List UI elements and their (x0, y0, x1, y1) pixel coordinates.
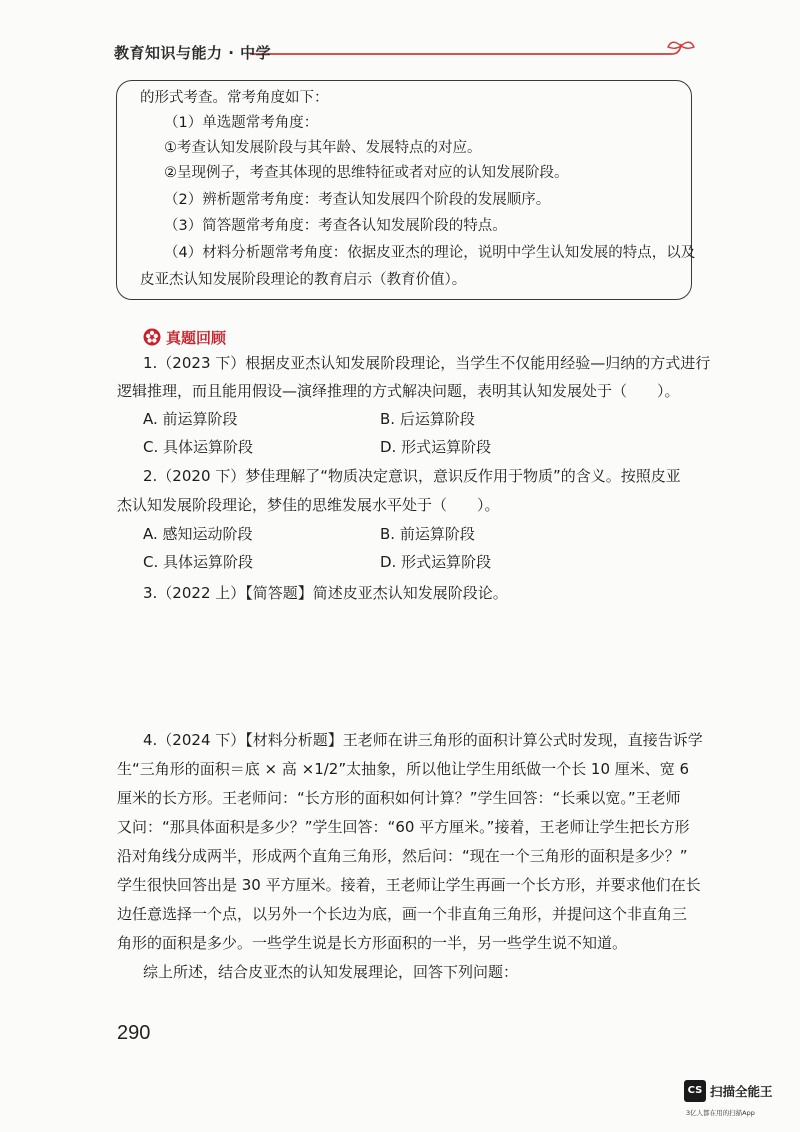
question-1-line: 1.（2023 下）根据皮亚杰认知发展阶段理论，当学生不仅能用经验—归纳的方式进行 (143, 354, 711, 372)
question-4-line: 4.（2024 下）【材料分析题】王老师在讲三角形的面积计算公式时发现，直接告诉学 (143, 731, 703, 749)
watermark-name: 扫描全能王 (710, 1084, 773, 1099)
question-1-option-c: C. 具体运算阶段 (143, 438, 254, 456)
question-3-line: 3.（2022 上）【简答题】简述皮亚杰认知发展阶段论。 (143, 584, 508, 602)
watermark-slogan: 3亿人都在用的扫描App (686, 1109, 755, 1117)
tip-line: ①考查认知发展阶段与其年龄、发展特点的对应。 (164, 140, 482, 156)
question-4-line: 学生很快回答出是 30 平方厘米。接着，王老师让学生再画一个长方形，并要求他们在长 (117, 876, 701, 894)
tip-line: （4）材料分析题常考角度：依据皮亚杰的理论，说明中学生认知发展的特点，以及 (164, 245, 696, 261)
question-4-line: 角形的面积是多少。一些学生说是长方形面积的一半，另一些学生说不知道。 (117, 934, 628, 952)
question-2-option-c: C. 具体运算阶段 (143, 553, 254, 571)
section-title: 真题回顾 (166, 329, 227, 347)
question-4-line: 综上所述，结合皮亚杰的认知发展理论，回答下列问题： (143, 963, 519, 981)
tip-line: （2）辨析题常考角度：考查认知发展四个阶段的发展顺序。 (164, 192, 551, 208)
question-2-option-d: D. 形式运算阶段 (380, 553, 492, 571)
scanner-watermark (684, 1080, 794, 1124)
tip-line: 皮亚杰认知发展阶段理论的教育启示（教育价值）。 (140, 272, 467, 288)
question-1-option-d: D. 形式运算阶段 (380, 438, 492, 456)
question-4-line: 又问：“那具体面积是多少？”学生回答：“60 平方厘米。”接着，王老师让学生把长方形 (117, 818, 690, 836)
question-4-line: 沿对角线分成两半，形成两个直角三角形，然后问：“现在一个三角形的面积是多少？” (117, 847, 688, 865)
flower-icon (143, 328, 161, 346)
question-1-option-a: A. 前运算阶段 (143, 410, 238, 428)
question-1-line: 逻辑推理，而且能用假设—演绎推理的方式解决问题，表明其认知发展处于（ ）。 (117, 382, 680, 400)
question-2-option-a: A. 感知运动阶段 (143, 525, 253, 543)
tip-line: （1）单选题常考角度： (164, 115, 319, 131)
question-2-line: 2.（2020 下）梦佳理解了“物质决定意识，意识反作用于物质”的含义。按照皮亚 (143, 467, 681, 485)
question-2-line: 杰认知发展阶段理论，梦佳的思维发展水平处于（ ）。 (117, 496, 500, 514)
question-1-option-b: B. 后运算阶段 (380, 410, 475, 428)
page-number: 290 (117, 1022, 151, 1044)
watermark-logo-icon: CS (684, 1080, 706, 1102)
question-4-line: 厘米的长方形。王老师问：“长方形的面积如何计算？”学生回答：“长乘以宽。”王老师 (117, 789, 681, 807)
tip-line: （3）简答题常考角度：考查各认知发展阶段的特点。 (164, 218, 507, 234)
question-2-option-b: B. 前运算阶段 (380, 525, 475, 543)
question-4-line: 生“三角形的面积＝底 × 高 ×1/2”太抽象，所以他让学生用纸做一个长 10 厘米、宽 6 (117, 760, 690, 778)
header-title: 教育知识与能力 · 中学 (114, 44, 272, 62)
tip-line: 的形式考查。常考角度如下： (140, 90, 329, 106)
question-4-line: 边任意选择一个点，以另外一个长边为底，画一个非直角三角形，并提问这个非直角三 (117, 905, 688, 923)
running-header (100, 40, 700, 66)
tip-line: ②呈现例子，考查其体现的思维特征或者对应的认知发展阶段。 (164, 165, 569, 181)
